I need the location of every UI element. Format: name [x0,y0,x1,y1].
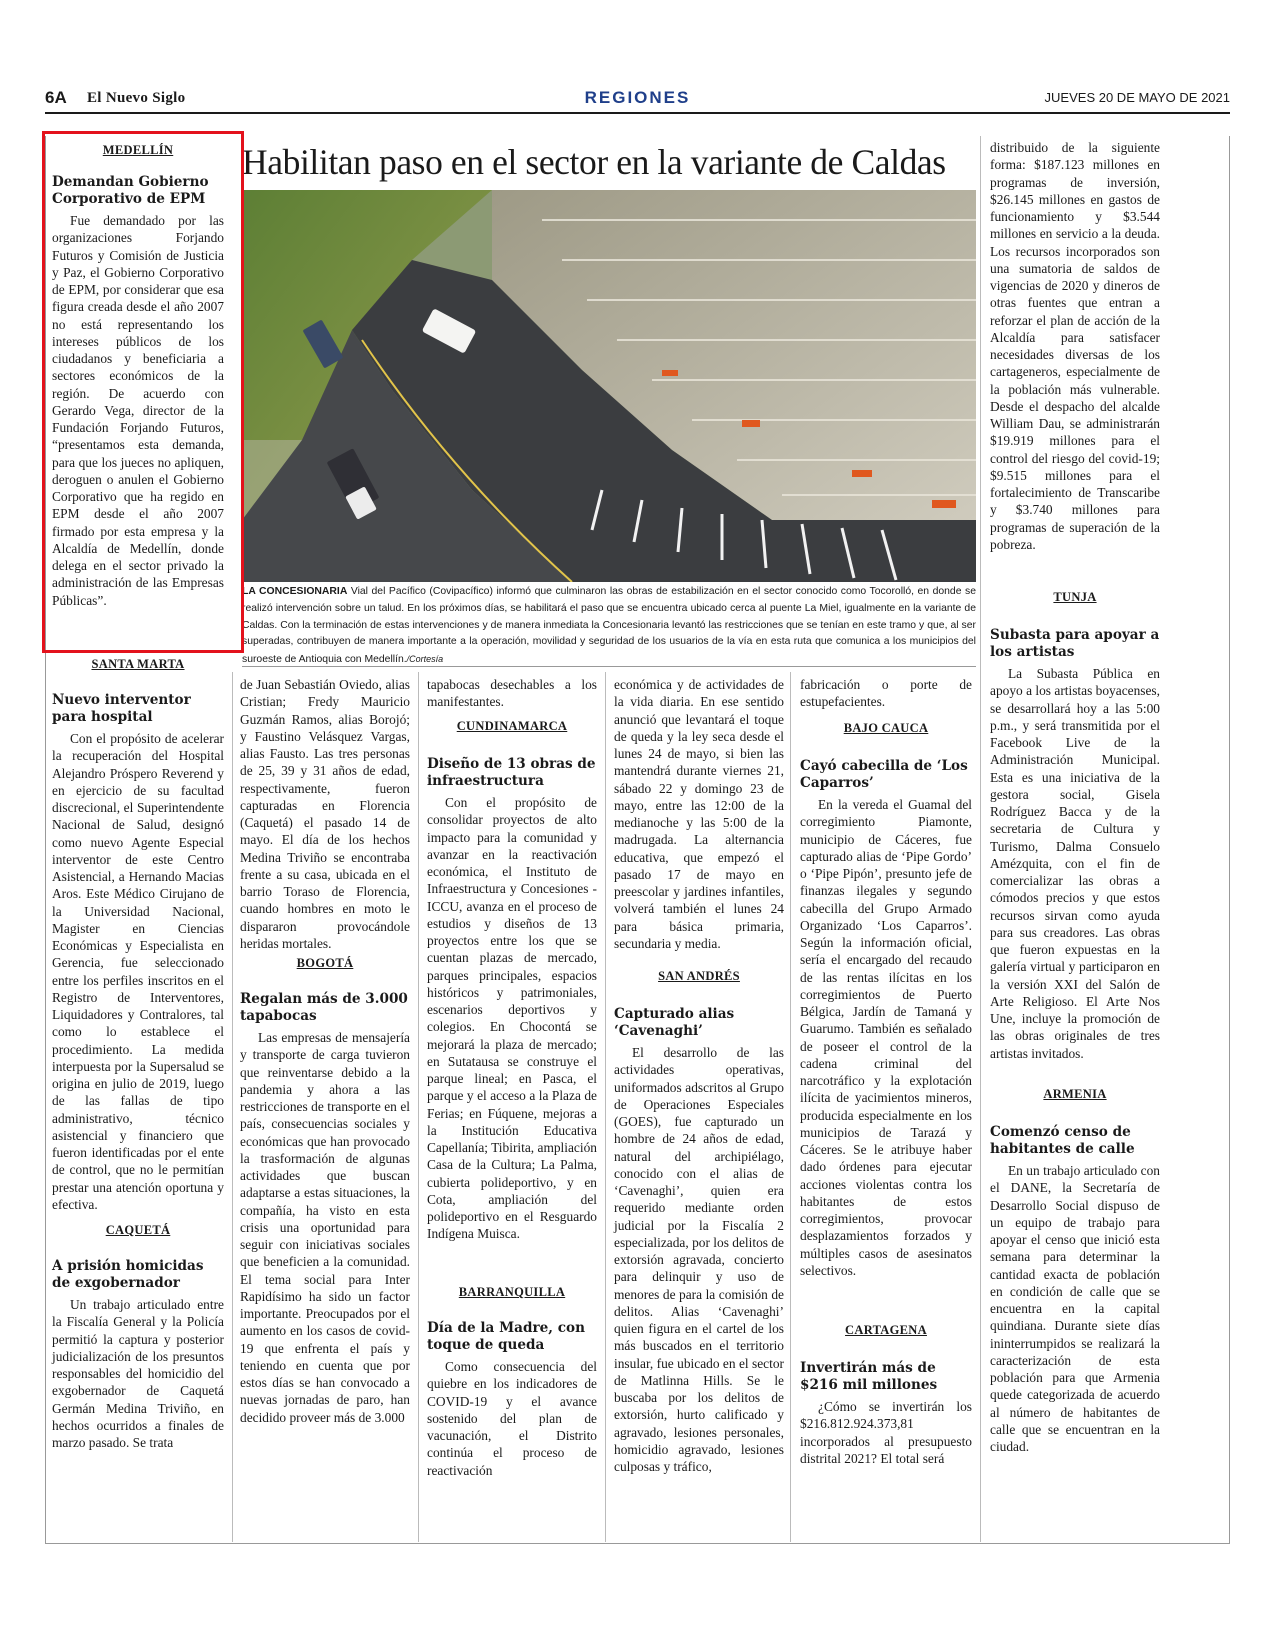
article-cartagena-continued [990,139,1160,553]
caption-rule [242,666,976,667]
article-bogota-continued [427,676,597,711]
article-title-bajo-cauca: Cayó cabecilla de ‘Los Caparros’ [800,758,968,791]
region-tag-bogota: BOGOTÁ [296,956,354,970]
article-medellin [52,142,224,609]
frame-bottom-rule [45,1543,1230,1544]
page-number: 6A [45,88,67,107]
article-san-andres [614,968,784,1475]
caption-lead: LA CONCESIONARIA [242,586,348,597]
article-barranquilla [427,1284,597,1479]
region-tag-cartagena: CARTAGENA [845,1323,927,1337]
column-rule [790,672,791,1542]
article-title-armenia: Comenzó censo de habitantes de calle [990,1124,1135,1157]
article-body-tunja: La Subasta Pública en apoyo a los artistas boyacenses, se desarrollará hoy a las 5:00 p.m., y será transmitida por el Facebook Live de la Administración Municipal. Esta es una iniciativa de la gestora social, Gisela Rodríguez Bacca y de la secretaria de Cultura y Turismo, Dalma Consuelo Amézquita, con el fin de comercializar las obras a cómodos precios y que estos recursos sirvan como ayuda para sus creadores. Las obras que fueron expuestas en la galería virtual y participaron en la versión XXI del Salón de Arte Religioso. El Arte Nos Une, incluye la promoción de las obras originales de tres artistas invitados. [990,666,1160,1061]
article-body-caqueta-continued: de Juan Sebastián Oviedo, alias Cristian; Fredy Mauricio Guzmán Ramos, alias Borojó; y Faustino Velásquez Vargas, alias Fausto. Las tres personas de 25, 39 y 31 años de edad, respectivamente, fueron capturadas en Florencia (Caquetá) el pasado 14 de mayo. El día de los hechos Medina Triviño se encontraba frente a su casa, ubicada en el barrio Toraso de Florencia, cuando hombres en moto le dispararon provocándole heridas mortales. [240,677,410,951]
page-header [45,88,1230,110]
region-tag-armenia: ARMENIA [1043,1087,1107,1101]
section-title: REGIONES [584,88,691,107]
article-body-armenia: En un trabajo articulado con el DANE, la Secretaría de Desarrollo Social dispuso de un equipo de trabajo para apoyar el censo que inició esta semana para determinar la cantidad exacta de población en condición de calle que se encuentra en la capital quindiana. Durante siete días ininterrumpidos se realizará la caracterización de esta población para que Armenia quede categorizada de acuerdo al número de habitantes de calle que se encuentran en la ciudad. [990,1163,1160,1454]
article-body-cartagena-continued: distribuido de la siguiente forma: $187.123 millones en programas de inversión, $26.145 millones en gastos de funcionamiento y $3.544 millones en servicio a la deuda. Los recursos incorporados son una sumatoria de saldos de vigencias de 2020 y dineros de otras fuentes que entran a reforzar el plan de acción de la Alcaldía para satisfacer necesidades diversas de los cartageneros, especialmente de la población más vulnerable. Desde el despacho del alcalde William Dau, se administrarán $19.919 millones para el control del riesgo del covid-19; $9.515 millones para el fortalecimiento de Transcaribe y $3.740 millones para programas de superación de la pobreza. [990,140,1160,552]
column-rule [605,672,606,1542]
road-aerial-photo [242,190,976,582]
article-title-cundinamarca: Diseño de 13 obras de infraestructura [427,756,596,789]
column-rule [418,672,419,1542]
article-bogota [240,955,410,1426]
region-tag-medellin: MEDELLÍN [102,143,174,157]
article-body-caqueta: Un trabajo articulado entre la Fiscalía General y la Policía permitió la captura y posterior judicialización de los presuntos responsables del homicidio del exgobernador de Caquetá Germán Medina Triviño, en hechos ocurridos a finales de marzo pasado. Se trata [52,1297,224,1450]
article-body-santa-marta: Con el propósito de acelerar la recuperación del Hospital Alejandro Próspero Reverend y en ejercicio de su facultad discrecional, el Superintendente Nacional de Salud, designó como nuevo Agente Especial interventor de este Centro Asistencial, a Hernando Macias Aros. Este Médico Cirujano de la Universidad Nacional, Magister en Ciencias Económicas y Especialista en Gerencia, fue seleccionado entre los perfiles inscritos en el Registro de Interventores, Liquidadores y Contralores, tal como lo establece el procedimiento. La medida interpuesta por la Supersalud se origina en julio de 2019, luego de las fallas de tipo administrativo, técnico asistencial y financiero que fueron identificadas por el ente de control, que no le permitían prestar una atención oportuna y efectiva. [52,731,224,1212]
article-body-medellin: Fue demandado por las organizaciones Forjando Futuros y Comisión de Justicia y Paz, el Gobierno Corporativo de EPM, por considerar que esa figura creada desde el año 2007 no está representando los intereses públicos de los ciudadanos y beneficiaria a sectores económicos de la región. De acuerdo con Gerardo Vega, director de la Fundación Forjando Futuros, “presentamos esta demanda, para que los jueces no apliquen, deroguen o anulen el Gobierno Corporativo que ha regido en EPM desde el año 2007 firmado por esta empresa y la Alcaldía de Medellín, donde delega en el sector privado la administración de las Empresas Públicas”. [52,213,224,608]
article-santa-marta [52,656,224,1213]
article-armenia [990,1086,1160,1455]
article-body-san-andres-continued: fabricación o porte de estupefacientes. [800,677,972,710]
region-tag-bajo-cauca: BAJO CAUCA [843,721,929,735]
caption-credit: /Cortesía [406,654,444,665]
main-headline: Habilitan paso en el sector en la variante de Caldas [242,142,946,182]
article-body-barranquilla: Como consecuencia del quiebre en los indicadores de COVID-19 y el avance sostenido del plan de vacunación, el Distrito continúa el proceso de reactivación [427,1359,597,1478]
newspaper-name: El Nuevo Siglo [87,90,186,106]
region-tag-tunja: TUNJA [1053,590,1097,604]
article-san-andres-continued [800,676,972,711]
article-title-san-andres: Capturado alias ‘Cavenaghi’ [614,1006,735,1039]
article-title-santa-marta: Nuevo interventor para hospital [52,692,191,725]
article-body-cundinamarca: Con el propósito de consolidar proyectos de alto impacto para la comunidad y avanzar en la reactivación económica, el Instituto de Infraestructura y Concesiones - ICCU, avanza en el proceso de estudios y diseños de 13 proyectos entre los que se cuentan plazas de mercado, parques principales, espacios históricos y patrimoniales, escenarios deportivos y colegios. En Chocontá se mejorará la plaza de mercado; en Sutatausa se construye el parque lineal; en Pasca, el parque y el acceso a la Plaza de Ferias; en Fúquene, mejoras a la Institución Educativa Capellanía; Tibirita, ampliación Casa de la Cultura; La Palma, cubierta polideportivo, y en Cota, ampliación del polideportivo en el Resguardo Indígena Muisca. [427,795,597,1242]
article-body-bajo-cauca: En la vereda el Guamal del corregimiento Piamonte, municipio de Cáceres, fue capturado alias de ‘Pipe Gordo’ o ‘Pipe Pipón’, presunto jefe de finanzas ilegales y segundo cabecilla del Grupo Armado Organizado ‘Los Caparros’. Según la información oficial, sería el encargado del recaudo de las rentas ilícitas en los corregimientos de Puerto Bélgica, Jardín de Tamaná y Guarumo. También es señalado de poseer el control de la cadena criminal del narcotráfico y la explotación ilícita de yacimientos mineros, producida especialmente en los municipios de Tarazá y Cáceres. Se le atribuye haber dado órdenes para ejecutar acciones violentas contra los habitantes de estos corregimientos, provocar desplazamientos forzados y múltiples casos de asesinatos selectivos. [800,797,972,1278]
article-title-tunja: Subasta para apoyar a los artistas [990,627,1160,660]
article-barranquilla-continued [614,676,784,952]
article-caqueta [52,1222,224,1451]
issue-date: JUEVES 20 DE MAYO DE 2021 [1044,90,1230,105]
header-rule [45,112,1230,114]
region-tag-santa-marta: SANTA MARTA [91,657,185,671]
caption-text: Vial del Pacífico (Covipacífico) informó que culminaron las obras de estabilización en el sector conocido como Tocorolló, en donde se realizó intervención sobre un talud. En los próximos días, se habilitará el paso que se encuentra ubicado cerca al puente La Miel, igualmente en la variante de Caldas. Con la terminación de estas intervenciones y de manera inmediata la Concesionaria levantó las restricciones que se tenían en este tramo y que, al ser superadas, contribuyen de manera importante a la operación, movilidad y seguridad de los usuarios de la vía en esta ruta que comunica a los municipios del suroeste de Antioquia con Medellín. [242,586,976,666]
photo-illustration [242,190,976,582]
region-tag-cundinamarca: CUNDINAMARCA [456,719,568,733]
article-cartagena [800,1322,972,1467]
region-tag-san-andres: SAN ANDRÉS [658,969,740,983]
region-tag-caqueta: CAQUETÁ [105,1223,171,1237]
article-title-bogota: Regalan más de 3.000 tapabocas [240,991,408,1024]
column-rule [232,672,233,1542]
article-body-cartagena: ¿Cómo se invertirán los $216.812.924.373,81 incorporados al presupuesto distrital 2021? El total será [800,1399,972,1466]
article-title-medellin: Demandan Gobierno Corporativo de EPM [52,174,209,207]
photo-caption [242,584,976,669]
article-cundinamarca [427,718,597,1243]
article-caqueta-continued [240,676,410,952]
article-body-san-andres: El desarrollo de las actividades operativas, uniformados adscritos al Grupo de Operaciones Especiales (GOES), fue capturado un hombre de 24 años de edad, natural del archipiélago, conocido con el alias de ‘Cavenaghi’, quien era requerido mediante orden judicial por la Fiscalía 2 especializada, por los delitos de extorsión agravada, concierto para delinquir y uso de menores de para la comisión de delitos. Alias ‘Cavenaghi’ quien figura en el cartel de los más buscados en el territorio insular, fue ubicado en el sector de Matlinna Hills. Se le buscaba por los delitos de extorsión, hurto calificado y agravado, lesiones personales, homicidio agravado, lesiones culposas y tráfico, [614,1045,784,1474]
article-tunja [990,589,1160,1062]
article-title-barranquilla: Día de la Madre, con toque de queda [427,1320,585,1353]
region-tag-barranquilla: BARRANQUILLA [458,1285,566,1299]
article-bajo-cauca [800,720,972,1279]
article-body-bogota: Las empresas de mensajería y transporte de carga tuvieron que reinventarse debido a la pandemia y ahora a las restricciones de transporte en el país, consecuencias sociales y económicas que han provocado la trasformación de algunas actividades que buscan adaptarse a estas situaciones, la compañía, ha visto en esta crisis una oportunidad para seguir con iniciativas sociales que beneficien a la comunidad. El tema social para Inter Rapidísimo ha sido un factor importante. Preocupados por el aumento en los casos de covid-19 que enfrenta el país y teniendo en cuenta que por estos días se han convocado a nuevas jornadas de paro, han decidido proveer más de 3.000 [240,1030,410,1425]
article-body-bogota-continued: tapabocas desechables a los manifestantes. [427,677,597,710]
frame-right-rule [1229,136,1230,1544]
article-title-caqueta: A prisión homicidas de exgobernador [52,1258,204,1291]
article-body-barranquilla-continued: económica y de actividades de la vida diaria. En ese sentido anunció que levantará el toque de queda y la ley seca desde el lunes 24 de mayo, si bien las mantendrá durante viernes 21, sábado 22 y domingo 23 de mayo, entre las 12:00 de la medianoche y las 5:00 de la madrugada. La alternancia educativa, que empezó el pasado 17 de mayo en preescolar y jardines infantiles, volverá también el lunes 24 para básica primaria, secundaria y media. [614,677,784,951]
article-title-cartagena: Invertirán más de $216 mil millones [800,1360,938,1393]
column-rule [980,136,981,1542]
